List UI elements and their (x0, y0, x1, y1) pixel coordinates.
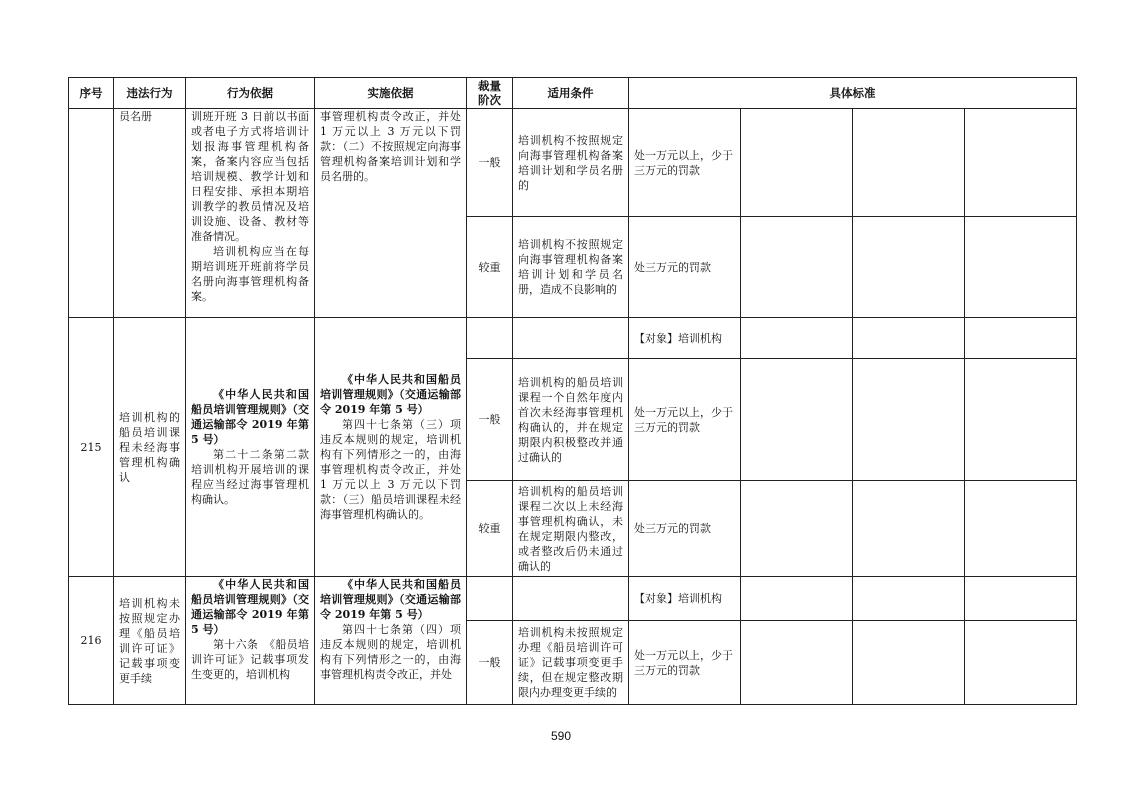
condition-cell: 培训机构未按照规定办理《船员培训许可证》记载事项变更手续，但在规定整改期限内办理变更手续的 (513, 621, 629, 705)
object-cell: 【对象】培训机构 (629, 577, 741, 621)
impl-body: 第四十七条第（三）项违反本规则的规定，培训机构有下列情形之一的，由海事管理机构责令改正，并处 1 万元以上 3 万元以下罚款：（三）船员培训课程未经海事管理机构确认的。 (320, 418, 461, 521)
object-cell: 【对象】培训机构 (629, 318, 741, 359)
penalty-standard-table (68, 77, 1077, 705)
empty-cell (965, 481, 1077, 577)
empty-cell (853, 318, 965, 359)
header-standard: 具体标准 (629, 78, 1077, 109)
condition-cell (513, 318, 629, 359)
cont-violation: 员名册 (114, 109, 186, 318)
basis-body: 第二十二条第二款 培训机构开展培训的课程应当经过海事管理机构确认。 (191, 448, 320, 506)
header-basis: 行为依据 (186, 78, 315, 109)
empty-cell (853, 359, 965, 481)
impl-cell (315, 577, 467, 705)
empty-cell (741, 577, 853, 621)
standard-cell: 处一万元以上，少于三万元的罚款 (629, 621, 741, 705)
header-condition: 适用条件 (513, 78, 629, 109)
empty-cell (853, 217, 965, 318)
empty-cell (965, 577, 1077, 621)
header-violation: 违法行为 (114, 78, 186, 109)
table-row (69, 109, 1077, 217)
empty-cell (741, 481, 853, 577)
basis-title: 《中华人民共和国船员培训管理规则》（交通运输部令 2019 年第 5 号） (191, 578, 309, 636)
basis-cell (186, 318, 320, 577)
level-cell (467, 577, 513, 621)
seq-cell: 215 (69, 318, 114, 577)
impl-title: 《中华人民共和国船员培训管理规则》（交通运输部令 2019 年第 5 号） (320, 578, 461, 621)
empty-cell (853, 481, 965, 577)
condition-cell (513, 577, 629, 621)
header-seq: 序号 (69, 78, 114, 109)
impl-body: 第四十七条第（四）项违反本规则的规定，培训机构有下列情形之一的，由海事管理机构责令改正，并处 (320, 623, 461, 681)
level-cell: 较重 (467, 481, 513, 577)
standard-cell: 处一万元以上，少于三万元的罚款 (629, 109, 741, 217)
level-cell (467, 318, 513, 359)
empty-cell (741, 109, 853, 217)
standard-cell: 处一万元以上，少于三万元的罚款 (629, 359, 741, 481)
cont-basis-p1: 训班开班 3 日前以书面或者电子方式将培训计划报海事管理机构备案，备案内容应当包括培训规模、教学计划和日程安排、承担本期培训教学的教员情况及培训设施、设备、教材等准备情况。 (191, 110, 309, 243)
empty-cell (741, 359, 853, 481)
header-impl: 实施依据 (315, 78, 467, 109)
basis-body: 第十六条 《船员培训许可证》记载事项发生变更的，培训机构 (191, 638, 309, 681)
page-number: 590 (550, 729, 572, 743)
cont-basis-p2: 培训机构应当在每期培训班开班前将学员名册向海事管理机构备案。 (191, 245, 309, 303)
empty-cell (741, 621, 853, 705)
level-cell: 一般 (467, 359, 513, 481)
standard-cell: 处三万元的罚款 (629, 217, 741, 318)
condition-cell: 培训机构的船员培训课程二次以上未经海事管理机构确认，未在规定期限内整改，或者整改后仍未通过确认的 (513, 481, 629, 577)
cont-impl: 事管理机构责令改正，并处 1 万元以上 3 万元以下罚款：（二）不按照规定向海事管理机构备案培训计划和学员名册的。 (315, 109, 467, 318)
empty-cell (741, 318, 853, 359)
standard-cell: 处三万元的罚款 (629, 481, 741, 577)
seq-cell: 216 (69, 577, 114, 705)
table-row (69, 318, 1077, 359)
empty-cell (965, 217, 1077, 318)
cont-seq-cell (69, 109, 114, 318)
condition-cell: 培训机构的船员培训课程一个自然年度内首次未经海事管理机构确认的，并在规定期限内积极整改并通过确认的 (513, 359, 629, 481)
cont-basis (186, 109, 315, 318)
header-level: 裁量 阶次 (467, 78, 513, 109)
header-row (69, 78, 1077, 109)
empty-cell (741, 217, 853, 318)
empty-cell (965, 359, 1077, 481)
empty-cell (853, 109, 965, 217)
empty-cell (853, 577, 965, 621)
empty-cell (965, 621, 1077, 705)
table-row (69, 577, 1077, 621)
basis-cell (186, 577, 315, 705)
level-cell: 一般 (467, 109, 513, 217)
violation-cell: 培训机构未按照规定办理《船员培训许可证》记载事项变更手续 (114, 577, 186, 705)
condition-cell: 培训机构不按照规定向海事管理机构备案培训计划和学员名册，造成不良影响的 (513, 217, 629, 318)
empty-cell (853, 621, 965, 705)
empty-cell (965, 318, 1077, 359)
level-cell: 较重 (467, 217, 513, 318)
impl-title: 《中华人民共和国船员培训管理规则》（交通运输部令 2019 年第 5 号） (320, 373, 461, 416)
level-cell: 一般 (467, 621, 513, 705)
impl-cell (315, 318, 467, 577)
basis-title: 《中华人民共和国船员培训管理规则》（交通运输部令 2019 年第 5 号） (191, 388, 309, 446)
empty-cell (965, 109, 1077, 217)
condition-cell: 培训机构不按照规定向海事管理机构备案培训计划和学员名册的 (513, 109, 629, 217)
violation-cell: 培训机构的船员培训课程未经海事管理机构确认 (114, 318, 186, 577)
